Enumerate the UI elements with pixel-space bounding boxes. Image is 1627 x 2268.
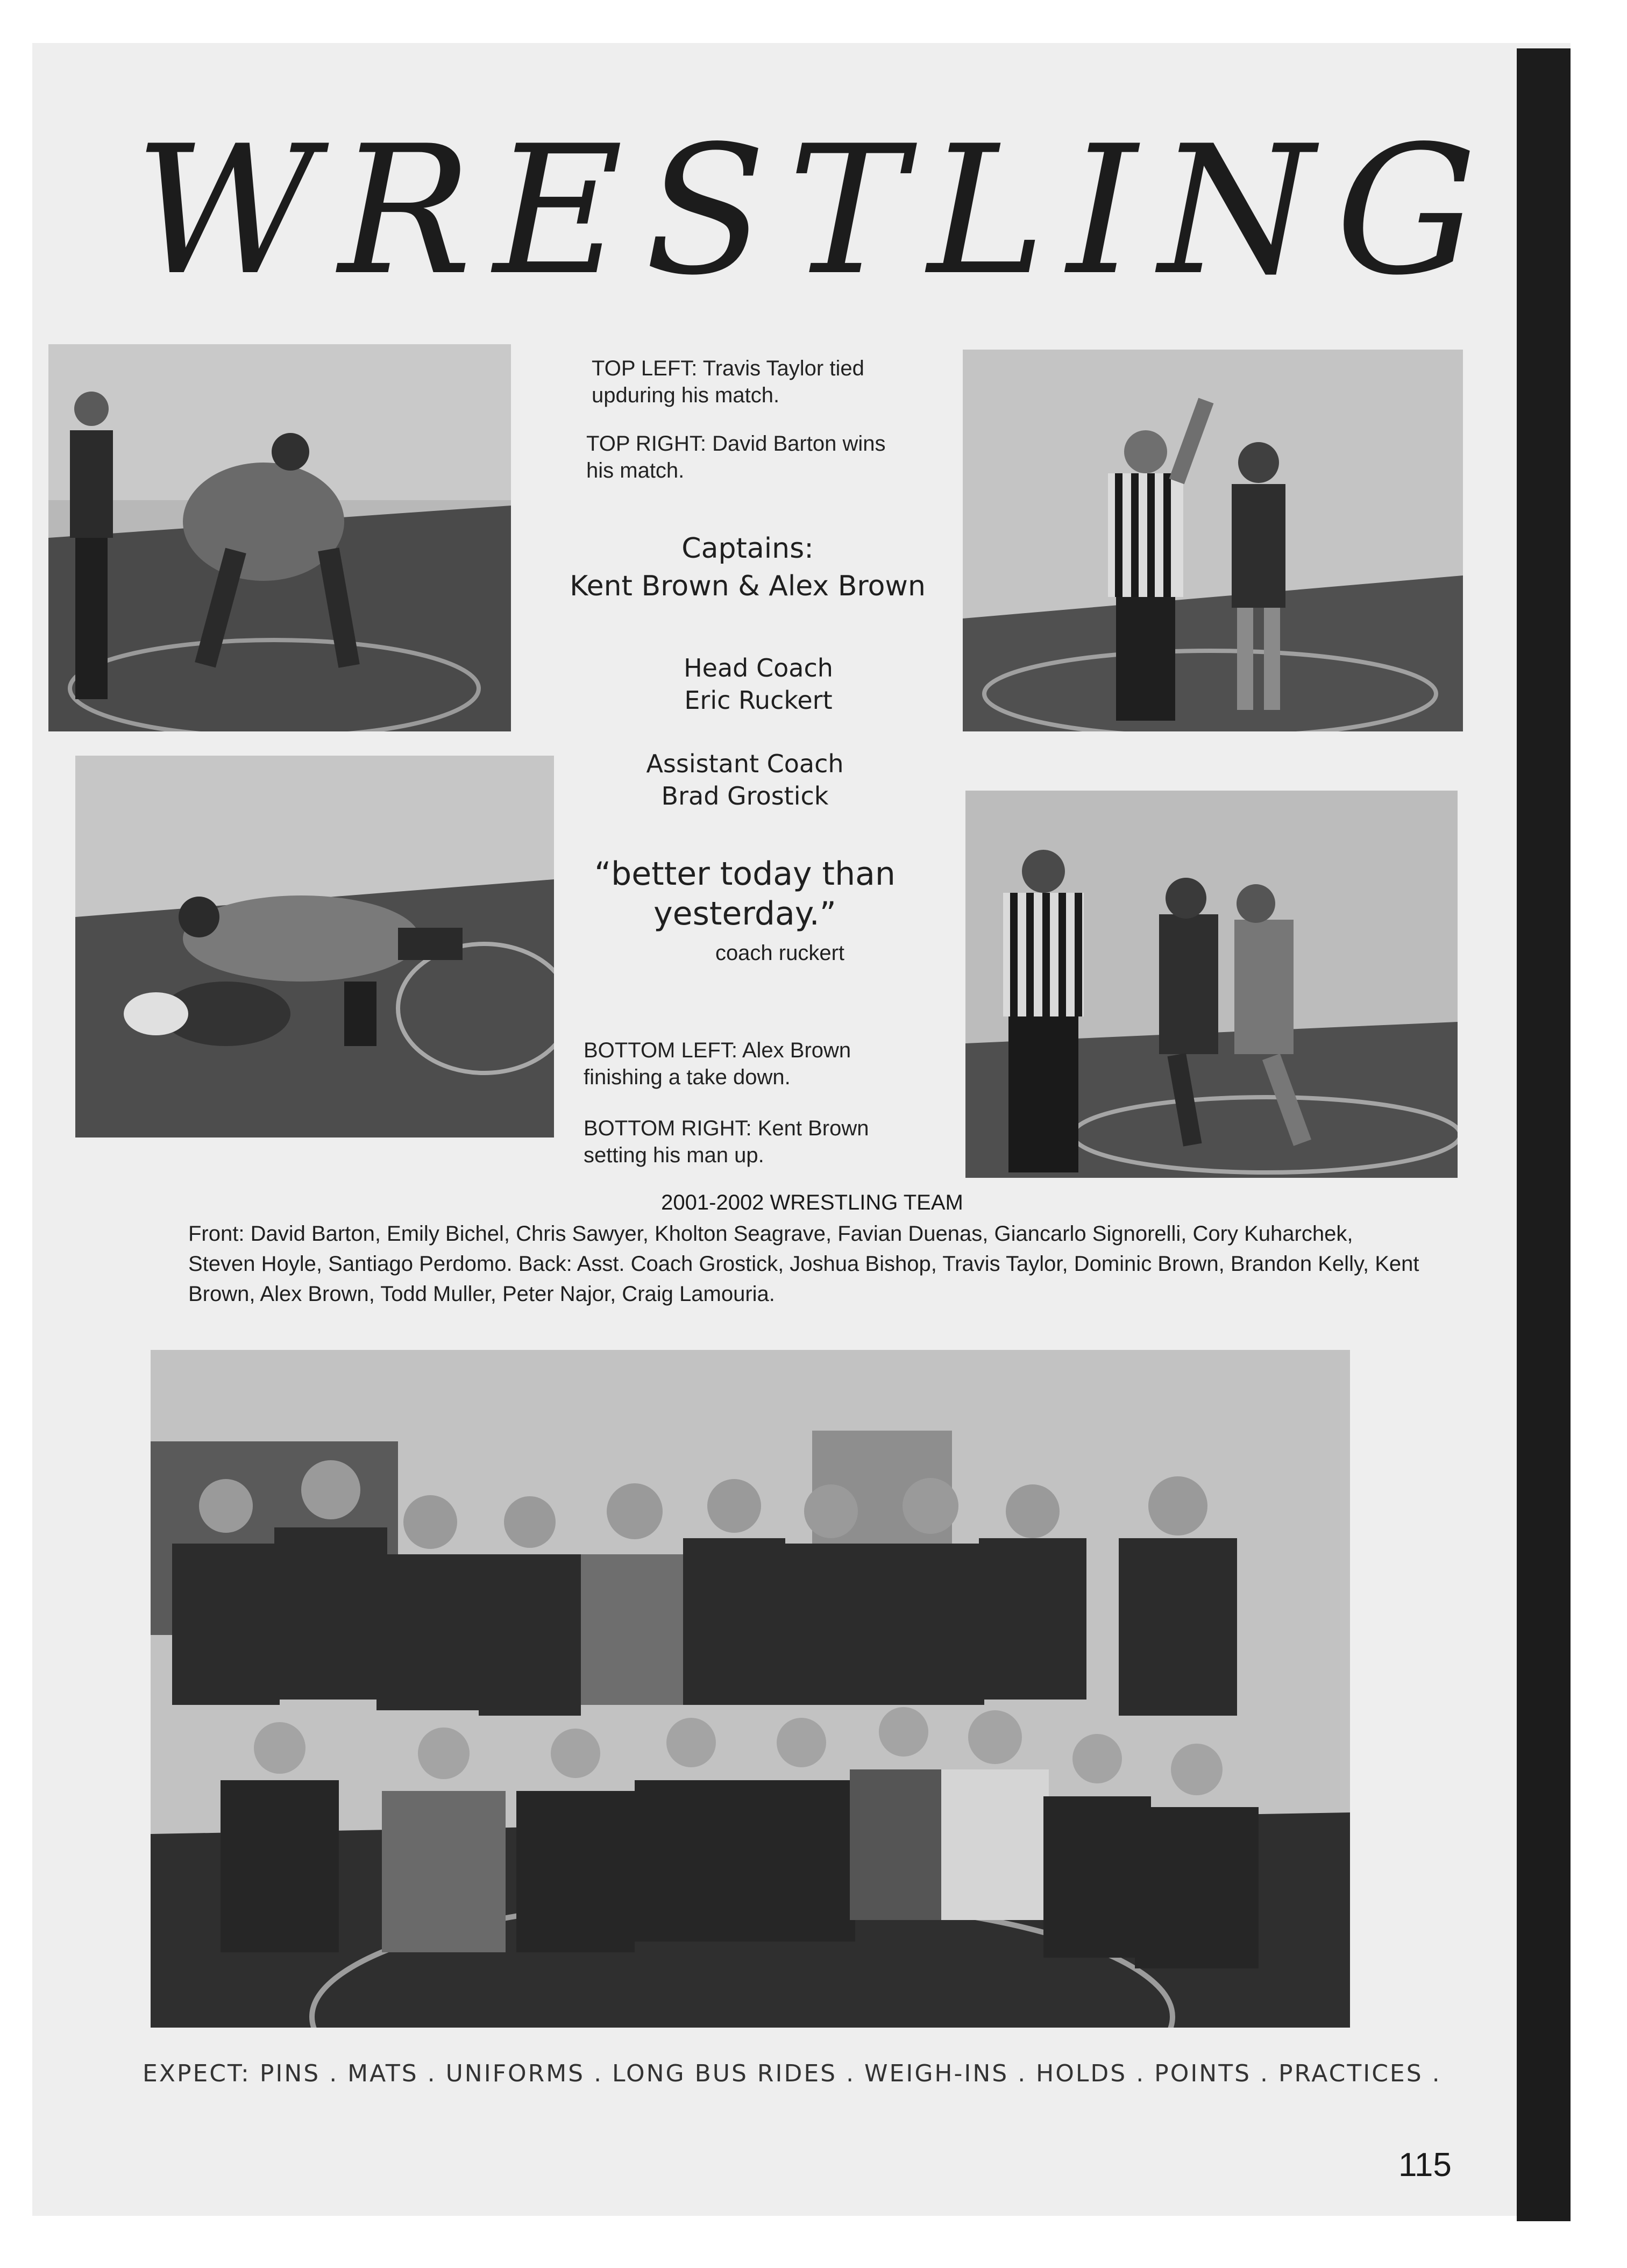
photo-bottom-right	[965, 791, 1458, 1178]
team-photo	[151, 1350, 1350, 2028]
assistant-coach-name: Brad Grostick	[661, 781, 829, 810]
head-coach-label: Head Coach	[684, 653, 833, 682]
head-coach-name: Eric Ruckert	[684, 686, 833, 715]
coach-quote-line1: “better today than	[594, 855, 896, 893]
photo-top-right	[963, 350, 1463, 731]
team-roster: Front: David Barton, Emily Bichel, Chris Sawyer, Kholton Seagrave, Favian Duenas, Giancarlo Signorelli, Cory Kuharchek, Steven Hoyle, Santiago Perdomo. Back: Asst. Coach Grostick, Joshua Bishop, Travis Taylor, Dominic Brown, Brandon Kelly, Kent Brown, Alex Brown, Todd Muller, Peter Najor, Craig Lamouria.	[188, 1222, 1419, 1306]
page-title: WRESTLING	[134, 108, 1499, 314]
caption-top-right: TOP RIGHT: David Barton wins his match.	[586, 432, 886, 482]
expect-footer: EXPECT: PINS . MATS . UNIFORMS . LONG BUS RIDES . WEIGH-INS . HOLDS . POINTS . PRACTICES .	[143, 2060, 1441, 2087]
caption-top-left: TOP LEFT: Travis Taylor tied upduring his match.	[592, 357, 864, 407]
assistant-coach-label: Assistant Coach	[646, 749, 844, 778]
coach-quote-line2: yesterday.”	[653, 895, 836, 933]
page-number: 115	[1398, 2146, 1452, 2184]
team-heading: 2001-2002 WRESTLING TEAM	[661, 1191, 963, 1214]
binding-shadow	[1517, 48, 1571, 2221]
caption-bottom-left: BOTTOM LEFT: Alex Brown finishing a take down.	[584, 1039, 851, 1089]
captains-names: Kent Brown & Alex Brown	[570, 570, 926, 602]
caption-bottom-right: BOTTOM RIGHT: Kent Brown setting his man up.	[584, 1117, 869, 1167]
captains-label: Captains:	[681, 532, 814, 565]
quote-attribution: coach ruckert	[715, 941, 845, 965]
photo-bottom-left	[75, 756, 554, 1137]
photo-top-left	[48, 344, 511, 731]
